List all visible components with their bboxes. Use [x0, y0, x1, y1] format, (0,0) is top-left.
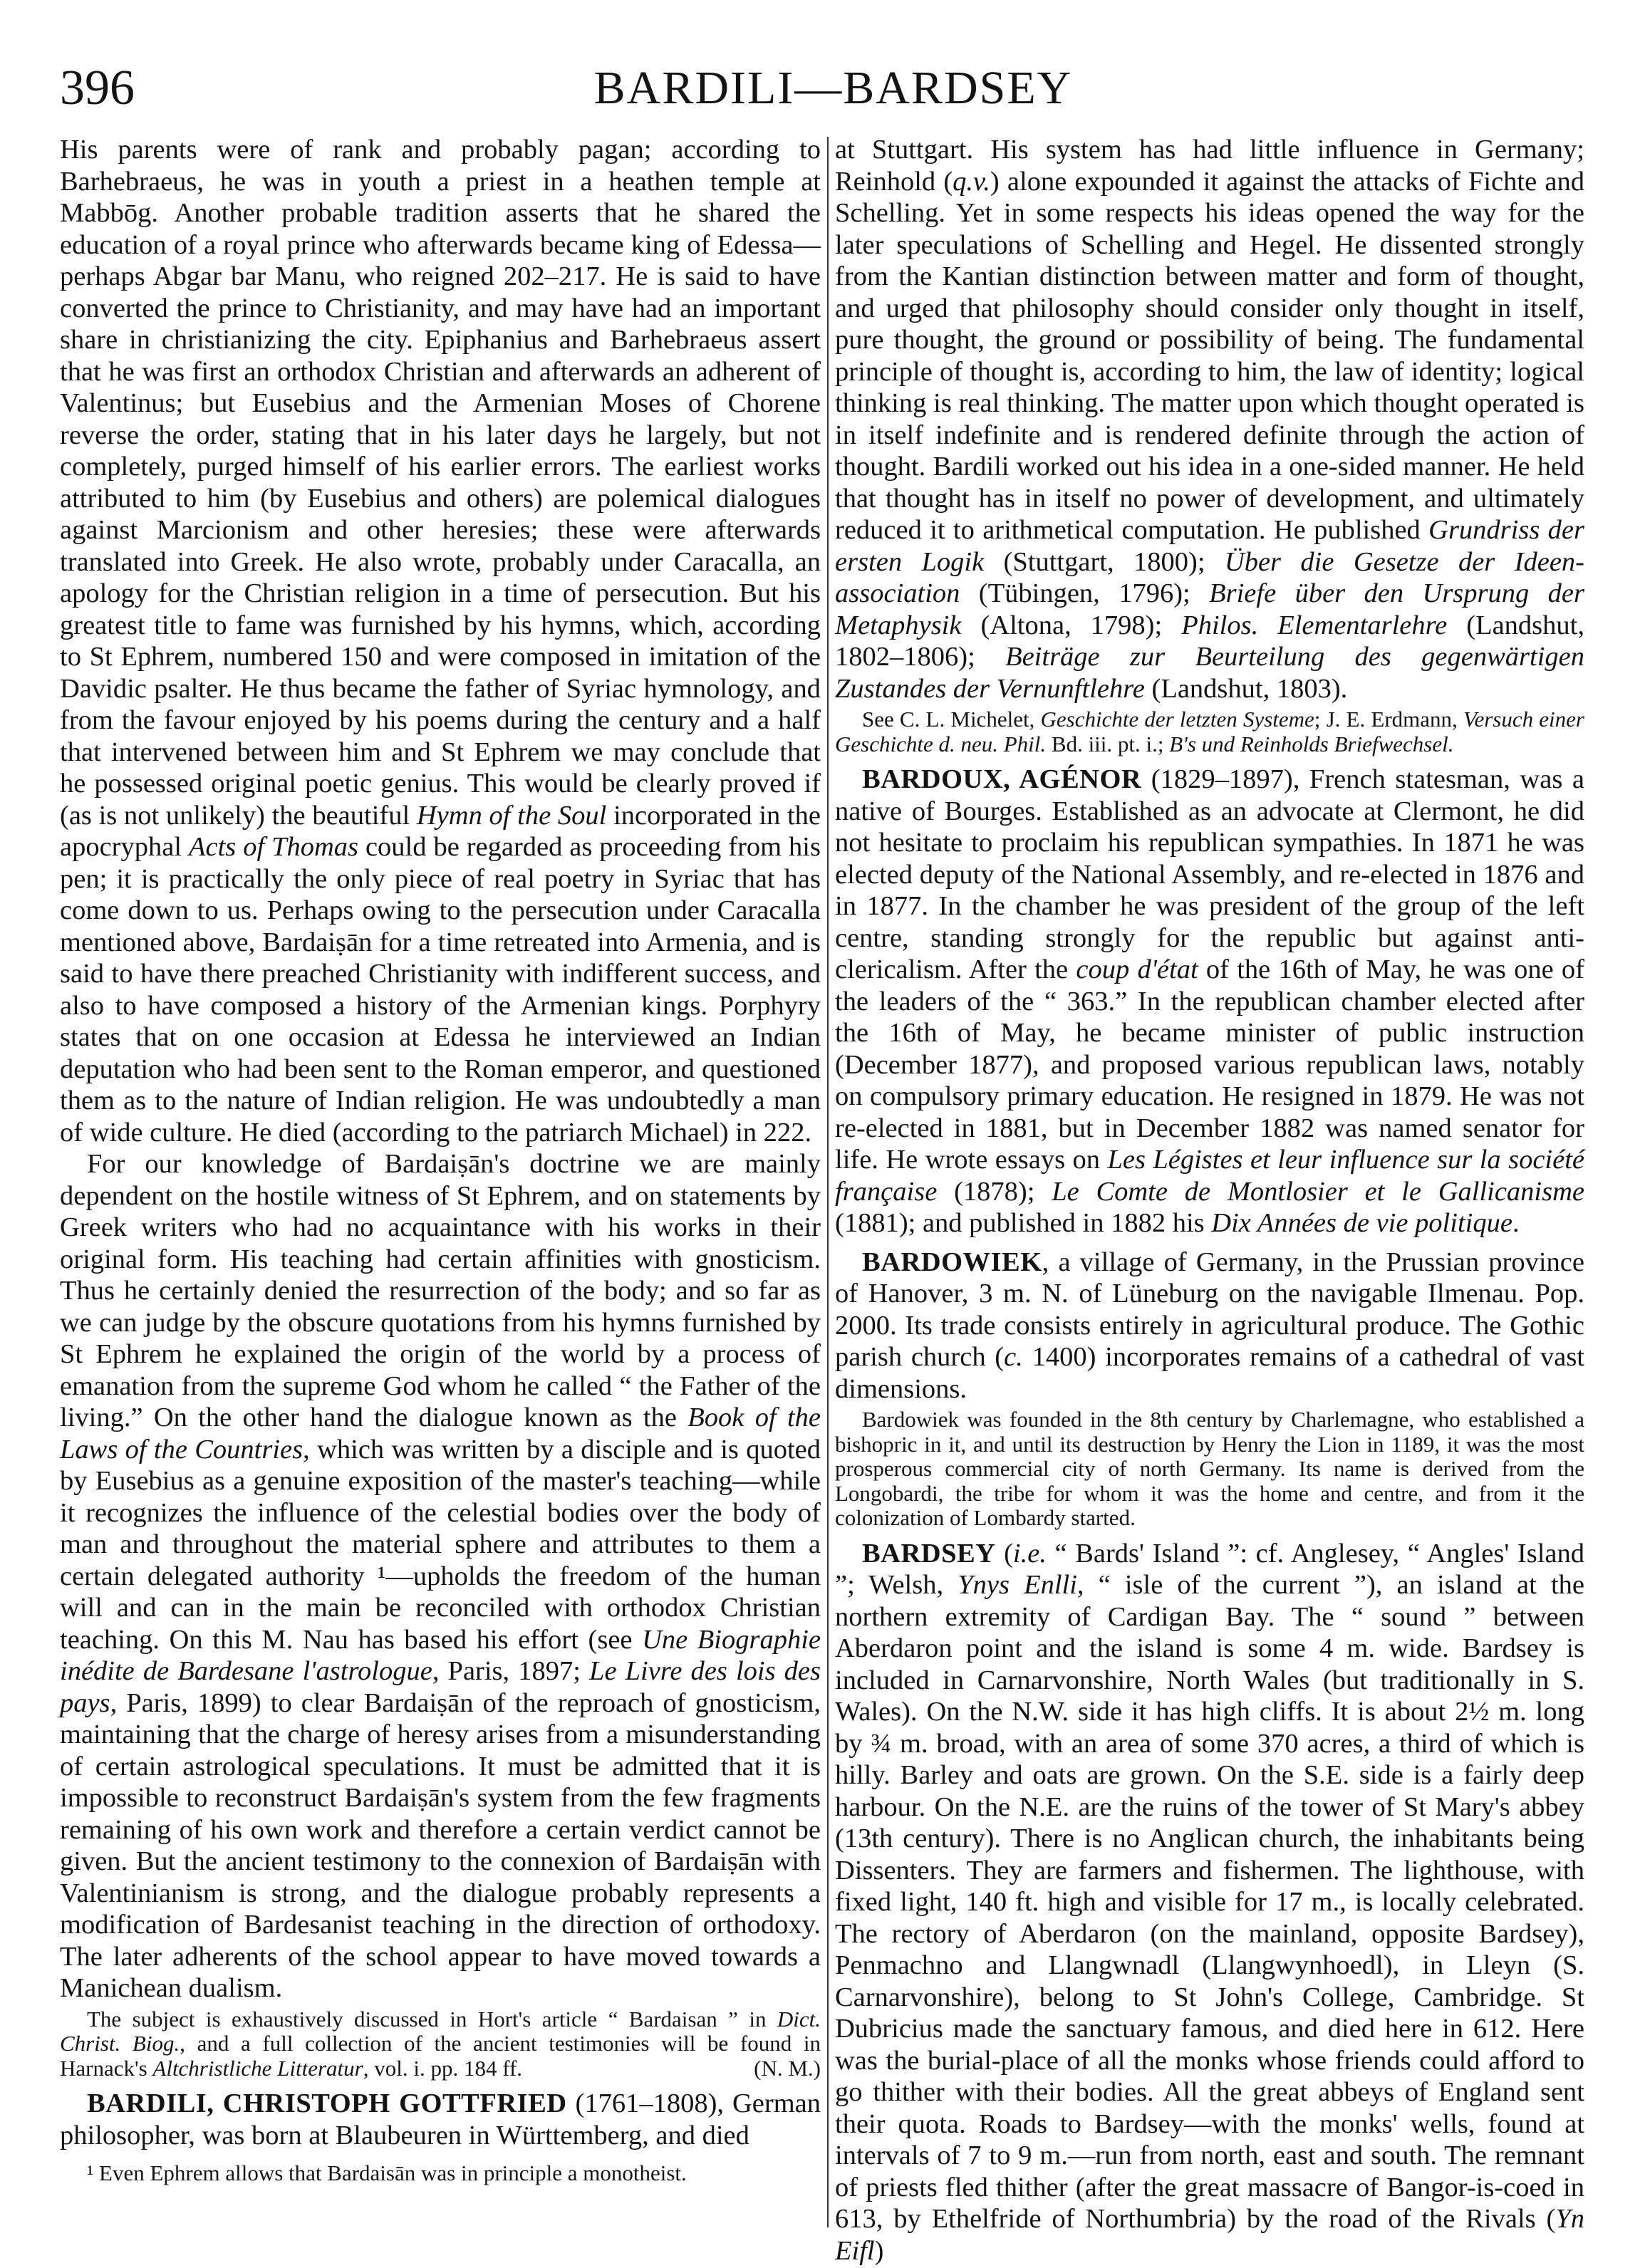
text-run: , vol. i. pp. 184 ff.: [363, 2055, 523, 2081]
text-run: incorporated in the apocryphal: [60, 800, 821, 862]
italic-text: Grundriss der ersten Logik: [835, 515, 1584, 577]
text-run: (1878);: [937, 1176, 1052, 1207]
text-run: (: [995, 1538, 1013, 1569]
right-column: [835, 134, 1584, 2267]
left-column: [60, 134, 821, 2186]
article-entry: [835, 764, 1584, 1239]
italic-text: Yn Eifl: [835, 2204, 1584, 2266]
text-run: His parents were of rank and probably pagan; according to Barhebraeus, he was in youth a priest in a heathen temple at Mabbōg. Another probable tradition asserts that he shared the education of a royal prince who afterwards became king of Edessa—perhaps Abgar bar Manu, who reigned 202–217. He is said to have converted the prince to Christianity, and may have had an important share in christianizing the city. Epiphanius and Barhebraeus assert that he was first an orthodox Christian and afterwards an adherent of Valentinus; but Eusebius and the Armenian Moses of Chorene reverse the order, stating that in his later days he largely, but not completely, purged himself of his earlier errors. The earliest works attributed to him (by Eusebius and others) are polemical dialogues against Marcionism and other heresies; these were afterwards translated into Greek. He also wrote, probably under Caracalla, an apology for the Christian religion in a time of persecution. But his greatest title to fame was furnished by his hymns, which, according to St Ephrem, numbered 150 and were composed in imitation of the Davidic psalter. He thus became the father of Syriac hymnology, and from the favour enjoyed by his poems during the century and a half that intervened between him and St Ephrem we may conclude that he possessed original poetic genius. This would be clearly proved if (as is not unlikely) the beautiful: [60, 135, 821, 831]
italic-text: Versuch einer Geschichte d. neu. Phil.: [835, 707, 1584, 756]
text-run: , and a full collection of the ancient testimonies will be found in Harnack's: [60, 2031, 821, 2081]
italic-text: c.: [1004, 1342, 1023, 1372]
bibliography-note: [835, 707, 1584, 756]
italic-text: Ynys Enlli: [958, 1570, 1077, 1600]
author-signature: (N. M.): [754, 2055, 821, 2081]
text-run: Bardowiek was founded in the 8th century by Charlemagne, who established a bishopric in it, and until its destruction by Henry the Lion in 1189, it was the most prosperous commercial city of north Germany. Its name is derived from the Longobardi, the tribe for whom it was the home and centre, and from it the colonization of Lombardy started.: [835, 1407, 1584, 1530]
article-paragraph: [60, 134, 821, 1148]
text-run: (Stuttgart, 1800);: [984, 546, 1225, 577]
italic-text: i.e.: [1012, 1538, 1047, 1569]
text-run: (1881); and published in 1882 his: [835, 1208, 1212, 1238]
text-run: 1400) incorporates remains of a cathedral of vast dimensions.: [835, 1342, 1584, 1404]
text-run: of the 16th of May, he was one of the leaders of the “ 363.” In the republican chamber elected after the 16th of May, he became minister of public instruction (December 1877), and proposed various republican laws, notably on compulsory primary education. He resigned in 1879. He was not re-elected in 1881, but in December 1882 was named senator for life. He wrote essays on: [835, 954, 1584, 1175]
bibliography-note: [60, 2007, 821, 2081]
italic-text: Beiträge zur Beurteilung des gegenwärtigen Zustandes der Vernunftlehre: [835, 642, 1584, 704]
italic-text: Briefe über den Ursprung der Metaphysik: [835, 578, 1584, 640]
text-run: (Landshut, 1802–1806);: [835, 610, 1584, 672]
entry-headword: BARDOWIEK: [862, 1247, 1042, 1277]
page-title: BARDILI—BARDSEY: [593, 62, 1073, 114]
italic-text: B's und Reinholds Briefwechsel.: [1169, 731, 1454, 756]
italic-text: Acts of Thomas: [188, 832, 359, 862]
text-run: ): [874, 2235, 884, 2266]
column-divider: [827, 137, 829, 2227]
bibliography-note: [835, 1408, 1584, 1531]
text-run: ; J. E. Erdmann,: [1314, 707, 1463, 732]
italic-text: Le Livre des lois des pays: [60, 1656, 821, 1718]
text-run: (1829–1897), French statesman, was a native of Bourges. Established as an advocate at Clermont, he did not hesitate to proclaim his republican sympathies. In 1871 he was elected deputy of the National Assembly, and re-elected in 1876 and in 1877. In the chamber he was president of the group of the left centre, standing strongly for the republic but against anti-clericalism. After the: [835, 764, 1584, 984]
italic-text: Philos. Elementarlehre: [1181, 610, 1448, 640]
italic-text: Altchristliche Litteratur: [152, 2055, 363, 2081]
italic-text: q.v.: [953, 166, 990, 197]
text-run: (Landshut, 1803).: [1144, 673, 1348, 704]
entry-headword: BARDOUX, AGÉNOR: [862, 764, 1142, 794]
text-run: “ Bards' Island ”: cf. Anglesey, “ Angles' Island ”; Welsh,: [835, 1538, 1584, 1600]
italic-text: Le Comte de Montlosier et le Gallicanisme: [1052, 1176, 1584, 1207]
text-run: .: [1512, 1208, 1520, 1238]
text-run: , Paris, 1899) to clear Bardaiṣān of the reproach of gnosticism, maintaining that the charge of heresy arises from a misunderstanding of certain astrological speculations. It must be admitted that it is impossible to reconstruct Bardaiṣān's system from the few fragments remaining of his own work and therefore a certain verdict cannot be given. But the ancient testimony to the connexion of Bardaiṣān with Valentinianism is strong, and the dialogue probably represents a modification of Bardesanist teaching in the direction of orthodoxy. The later adherents of the school appear to have moved towards a Manichean dualism.: [60, 1687, 821, 2003]
text-run: (Altona, 1798);: [961, 610, 1182, 640]
article-entry: [60, 2088, 821, 2151]
italic-text: Über die Gesetze der Ideen-association: [835, 546, 1584, 608]
entry-headword: BARDILI, CHRISTOPH GOTTFRIED: [87, 2088, 567, 2118]
page-number: 396: [60, 61, 135, 115]
article-paragraph: [60, 1148, 821, 2004]
text-run: The subject is exhaustively discussed in Hort's article “ Bardaisan ” in: [87, 2006, 777, 2032]
text-run: ) alone expounded it against the attacks of Fichte and Schelling. Yet in some respects his ideas opened the way for the later speculations of Schelling and Hegel. He dissented strongly from the Kantian distinction between matter and form of thought, and urged that philosophy should consider only thought in itself, pure thought, the ground or possibility of being. The fundamental principle of thought is, according to him, the law of identity; logical thinking is real thinking. The matter upon which thought operated is in itself indefinite and is rendered definite through the action of thought. Bardili worked out his idea in a one-sided manner. He held that thought has in itself no power of development, and ultimately reduced it to arithmetical computation. He published: [835, 166, 1584, 545]
text-run: See C. L. Michelet,: [862, 707, 1041, 732]
article-entry: [835, 1247, 1584, 1405]
article-entry: [835, 1538, 1584, 2267]
entry-headword: BARDSEY: [862, 1538, 996, 1569]
text-run: , a village of Germany, in the Prussian province of Hanover, 3 m. N. of Lüneburg on the navigable Ilmenau. Pop. 2000. Its trade consists entirely in agricultural produce. The Gothic parish church (: [835, 1247, 1584, 1372]
text-run: could be regarded as proceeding from his pen; it is practically the only piece of real poetry in Syriac that has come down to us. Perhaps owing to the persecution under Caracalla mentioned above, Bardaiṣān for a time retreated into Armenia, and is said to have there preached Christianity with indifferent success, and also to have composed a history of the Armenian kings. Porphyry states that on one occasion at Edessa he interviewed an Indian deputation who had been sent to the Roman emperor, and questioned them as to the nature of Indian religion. He was undoubtedly a man of wide culture. He died (according to the patriarch Michael) in 222.: [60, 832, 821, 1148]
article-paragraph: [835, 134, 1584, 704]
italic-text: Les Légistes et leur influence sur la société française: [835, 1145, 1584, 1207]
italic-text: Une Biographie inédite de Bardesane l'astrologue: [60, 1624, 821, 1686]
italic-text: Book of the Laws of the Countries: [60, 1403, 821, 1465]
italic-text: coup d'état: [1076, 954, 1198, 984]
italic-text: Hymn of the Soul: [416, 800, 607, 831]
text-run: Bd. iii. pt. i.;: [1046, 731, 1170, 756]
text-run: at Stuttgart. His system has had little influence in Germany; Reinhold (: [835, 135, 1584, 197]
text-run: (Tübingen, 1796);: [960, 578, 1210, 608]
footnote: ¹ Even Ephrem allows that Bardaisān was in principle a monotheist.: [87, 2160, 687, 2185]
italic-text: Dict. Christ. Biog.: [60, 2006, 821, 2056]
text-run: , “ isle of the current ”), an island at the northern extremity of Cardigan Bay. The “ sound ” between Aberdaron point and the island is some 4 m. wide. Bardsey is included in Carnarvonshire, North Wales (but traditionally in S. Wales). On the N.W. side it has high cliffs. It is about 2½ m. long by ¾ m. broad, with an area of some 370 acres, a third of which is hilly. Barley and oats are grown. On the S.E. side is a fairly deep harbour. On the N.E. are the ruins of the tower of St Mary's abbey (13th century). There is no Anglican church, the inhabitants being Dissenters. They are farmers and fishermen. The lighthouse, with fixed light, 140 ft. high and visible for 17 m., is locally celebrated. The rectory of Aberdaron (on the mainland, opposite Bardsey), Penmachno and Llangwnadl (Llangwynhoedl), in Lleyn (S. Carnarvonshire), belong to St John's College, Cambridge. St Dubricius made the sanctuary famous, and died here in 612. Here was the burial-place of all the monks whose friends could afford to go thither with their bodies. All the great abbeys of England sent their quota. Roads to Bardsey—with the monks' wells, found at intervals of 7 to 9 m.—run from north, east and south. The remnant of priests fled thither (after the great massacre of Bangor-is-coed in 613, by Ethelfride of Northumbria) by the road of the Rivals (: [835, 1570, 1584, 2234]
text-run: , Paris, 1897;: [432, 1656, 590, 1686]
italic-text: Geschichte der letzten Systeme: [1040, 707, 1314, 732]
text-run: , which was written by a disciple and is quoted by Eusebius as a genuine exposition of the master's teaching—while it recognizes the influence of the celestial bodies over the body of man and throughout the material sphere and attributes to them a certain delegated authority ¹—upholds the freedom of the human will and can in the main be reconciled with orthodox Christian teaching. On this M. Nau has based his effort (see: [60, 1434, 821, 1655]
text-run: (1761–1808), German philosopher, was born at Blaubeuren in Württemberg, and died: [60, 2088, 821, 2150]
text-run: For our knowledge of Bardaiṣān's doctrine we are mainly dependent on the hostile witness of St Ephrem, and on statements by Greek writers who had no acquaintance with his works in their original form. His teaching had certain affinities with gnosticism. Thus he certainly denied the resurrection of the body; and so far as we can judge by the obscure quotations from his hymns furnished by St Ephrem he explained the origin of the world by a process of emanation from the supreme God whom he called “ the Father of the living.” On the other hand the dialogue known as the: [60, 1149, 821, 1432]
italic-text: Dix Années de vie politique: [1211, 1208, 1512, 1238]
